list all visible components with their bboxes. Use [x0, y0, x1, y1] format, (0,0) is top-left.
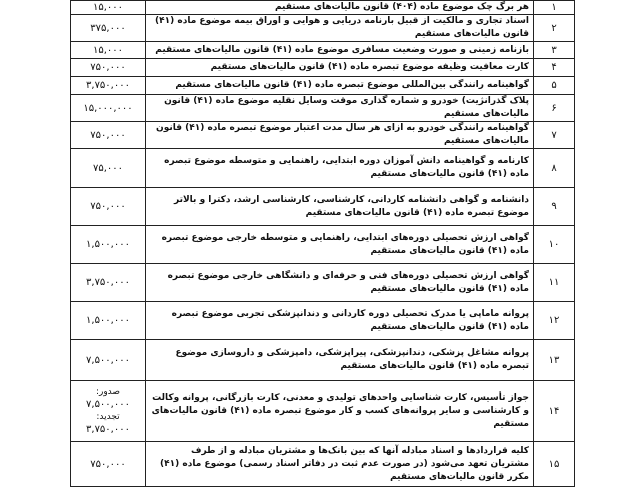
- row-number: ۱۳: [534, 340, 575, 381]
- issue-label: صدور:: [95, 387, 121, 397]
- renewal-label: تجدید:: [96, 412, 120, 422]
- table-row: [71, 59, 575, 77]
- row-number: ۳: [534, 42, 575, 59]
- table-row: [71, 77, 575, 95]
- row-description: اسناد تجاری و مالکیت از قبیل بارنامه دریایی و هوایی و اوراق بیمه موضوع ماده (۴۱) قانون مالیات‌های مستقیم: [146, 15, 534, 42]
- table-row: [71, 122, 575, 149]
- table-row: [71, 42, 575, 59]
- row-number: ۱۱: [534, 264, 575, 302]
- row-description: دانشنامه و گواهی دانشنامه کاردانی، کارشناسی، کارشناسی ارشد، دکترا و بالاتر موضوع تبصره ماده (۴۱) قانون مالیات‌های مستقیم: [146, 188, 534, 226]
- row-number: ۱۲: [534, 302, 575, 340]
- row-description: جواز تأسیس، کارت شناسایی واحدهای تولیدی و معدنی، کارت بازرگانی، پروانه وکالت و کارشناسی و سایر پروانه‌های کسب و کار موضوع تبصره ماده (۴۱) قانون مالیات‌های مستقیم: [146, 381, 534, 442]
- row-description: کارنامه و گواهینامه دانش آموزان دوره ابتدایی، راهنمایی و متوسطه موضوع تبصره ماده (۴۱) قانون مالیات‌های مستقیم: [146, 149, 534, 188]
- row-amount: ۱,۵۰۰,۰۰۰: [71, 302, 146, 340]
- row-amount: ۱,۵۰۰,۰۰۰: [71, 226, 146, 264]
- row-number: ۱: [534, 1, 575, 15]
- table-row: [71, 264, 575, 302]
- table-row: [71, 15, 575, 42]
- row-amount: ۷۵۰,۰۰۰: [71, 188, 146, 226]
- row-number: ۱۰: [534, 226, 575, 264]
- row-amount: ۳۷۵,۰۰۰: [71, 15, 146, 42]
- row-description: گواهی ارزش تحصیلی دوره‌های ابتدایی، راهنمایی و متوسطه خارجی موضوع تبصره ماده (۴۱) قانون مالیات‌های مستقیم: [146, 226, 534, 264]
- row-description: پروانه مشاغل پزشکی، دندانپزشکی، پیراپزشکی، دامپزشکی و داروسازی موضوع تبصره ماده (۴۱) قانون مالیات‌های مستقیم: [146, 340, 534, 381]
- row-amount-cell: [71, 381, 146, 442]
- row-description: گواهی ارزش تحصیلی دوره‌های فنی و حرفه‌ای و دانشگاهی خارجی موضوع تبصره ماده (۴۱) قانون مالیات‌های مستقیم: [146, 264, 534, 302]
- table-row: [71, 149, 575, 188]
- row-description: پروانه ماماپی یا مدرک تحصیلی دوره کاردانی و دندانپزشکی تجربی موضوع تبصره ماده (۴۱) قانون مالیات‌های مستقیم: [146, 302, 534, 340]
- row-number: ۴: [534, 59, 575, 77]
- row-amount: ۱۵,۰۰۰,۰۰۰: [71, 95, 146, 122]
- table-row: [71, 1, 575, 15]
- row-amount: ۷۵۰,۰۰۰: [71, 442, 146, 487]
- row-amount: ۷۵۰,۰۰۰: [71, 122, 146, 149]
- row-number: ۷: [534, 122, 575, 149]
- row-description: هر برگ چک موضوع ماده (۴۰۴) قانون مالیات‌های مستقیم: [146, 1, 534, 15]
- issue-amount: ۷,۵۰۰,۰۰۰: [86, 399, 130, 410]
- table-row: [71, 95, 575, 122]
- row-number: ۶: [534, 95, 575, 122]
- row-description: کارت معافیت وظیفه موضوع تبصره ماده (۴۱) قانون مالیات‌های مستقیم: [146, 59, 534, 77]
- row-amount: ۳,۷۵۰,۰۰۰: [71, 264, 146, 302]
- row-number: ۲: [534, 15, 575, 42]
- row-description: گواهینامه رانندگی بین‌المللی موضوع تبصره ماده (۴۱) قانون مالیات‌های مستقیم: [146, 77, 534, 95]
- table-row: [71, 340, 575, 381]
- row-number: ۵: [534, 77, 575, 95]
- row-amount: ۷۵۰,۰۰۰: [71, 59, 146, 77]
- tax-table: [70, 0, 575, 487]
- row-description: کلیه قراردادها و اسناد مبادله آنها که بین بانک‌ها و مشتریان مبادله و از طرف مشتریان تعهد می‌شود (در صورت عدم ثبت در دفاتر اسناد رسمی) موضوع ماده (۴۱) مکرر قانون مالیات‌های مستقیم: [146, 442, 534, 487]
- row-number: ۱۴: [534, 381, 575, 442]
- table-row: [71, 381, 575, 442]
- row-amount: ۷,۵۰۰,۰۰۰: [71, 340, 146, 381]
- row-description: گواهینامه رانندگی خودرو به ازای هر سال مدت اعتبار موضوع تبصره ماده (۴۱) قانون مالیات‌های مستقیم: [146, 122, 534, 149]
- renewal-amount: ۳,۷۵۰,۰۰۰: [86, 424, 130, 435]
- row-amount: ۳,۷۵۰,۰۰۰: [71, 77, 146, 95]
- row-amount: ۱۵,۰۰۰: [71, 1, 146, 15]
- row-description: پلاک گذرانژیت) خودرو و شماره گذاری موقت وسایل نقلیه موضوع ماده (۴۱) قانون مالیات‌های مستقیم: [146, 95, 534, 122]
- row-amount: ۱۵,۰۰۰: [71, 42, 146, 59]
- table-row: [71, 302, 575, 340]
- table-row: [71, 226, 575, 264]
- row-number: ۱۵: [534, 442, 575, 487]
- row-amount: ۷۵,۰۰۰: [71, 149, 146, 188]
- row-number: ۸: [534, 149, 575, 188]
- table-row: [71, 188, 575, 226]
- row-description: بازنامه زمینی و صورت وضعیت مسافری موضوع ماده (۴۱) قانون مالیات‌های مستقیم: [146, 42, 534, 59]
- row-number: ۹: [534, 188, 575, 226]
